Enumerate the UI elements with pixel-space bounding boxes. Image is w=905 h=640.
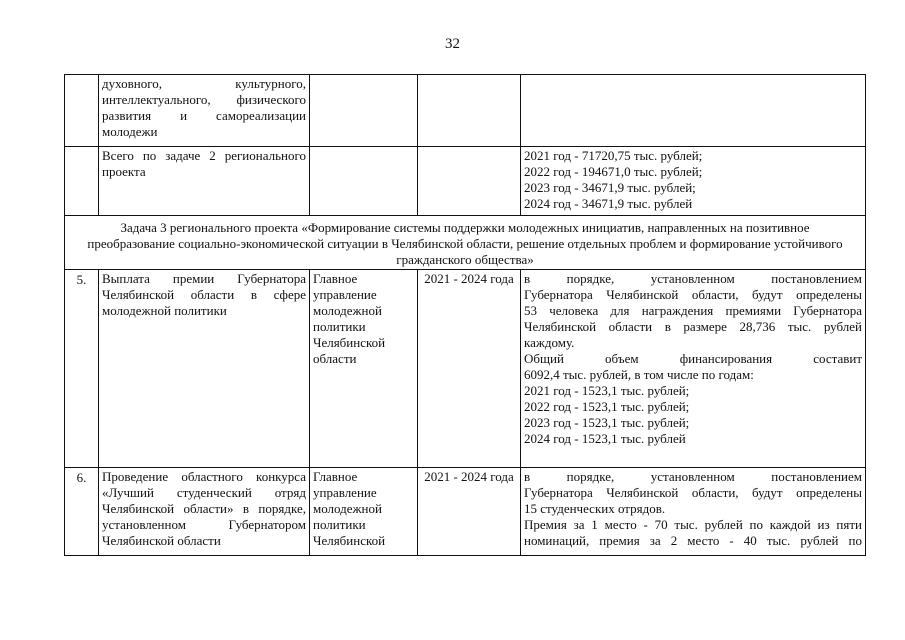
description-line: в порядке, установленном постановлением xyxy=(524,271,862,286)
description-cell xyxy=(521,75,866,147)
executor-cell: Главное управление молодежной политики Челябинской xyxy=(310,468,418,556)
description-line: Премия за 1 место - 70 тыс. рублей по каждой из пяти xyxy=(524,517,862,532)
table-row xyxy=(65,468,866,556)
period-cell: 2021 - 2024 года xyxy=(418,270,521,468)
executor-cell xyxy=(310,147,418,216)
measure-line: молодежи xyxy=(102,124,158,139)
description-line: 2023 год - 1523,1 тыс. рублей; xyxy=(524,415,690,430)
total-amounts xyxy=(521,147,866,216)
measure-cell: Выплата премии Губернатора Челябинской области в сфере молодежной политики xyxy=(99,270,310,468)
total-row xyxy=(65,147,866,216)
program-table xyxy=(64,74,866,556)
description-line: каждому. xyxy=(524,335,575,350)
measure-line: интеллектуального, физического xyxy=(102,92,306,107)
description-line: 15 студенческих отрядов. xyxy=(524,501,666,516)
description-line: номинаций, премия за 2 место - 40 тыс. рублей по xyxy=(524,533,862,548)
measure-cell: Проведение областного конкурса «Лучший студенческий отряд Челябинской области» в порядке, установленном Губернатором Челябинской области xyxy=(99,468,310,556)
executor-cell: Главное управление молодежной политики Челябинской области xyxy=(310,270,418,468)
period-cell xyxy=(418,75,521,147)
description-line: 2024 год - 1523,1 тыс. рублей xyxy=(524,431,686,446)
measure-cell xyxy=(99,75,310,147)
amount-line: 2023 год - 34671,9 тыс. рублей; xyxy=(524,180,696,195)
description-cell xyxy=(521,468,866,556)
description-line: Губернатора Челябинской области, будут определены xyxy=(524,287,862,302)
description-line: 53 человека для награждения премиями Губернатора xyxy=(524,303,862,318)
amount-line: 2021 год - 71720,75 тыс. рублей; xyxy=(524,148,703,163)
total-label: Всего по задаче 2 регионального проекта xyxy=(99,147,310,216)
description-line: 2021 год - 1523,1 тыс. рублей; xyxy=(524,383,690,398)
period-cell xyxy=(418,147,521,216)
page-number: 32 xyxy=(445,36,460,52)
description-line: в порядке, установленном постановлением xyxy=(524,469,862,484)
table-row xyxy=(65,270,866,468)
num-cell xyxy=(65,147,99,216)
description-line: 2022 год - 1523,1 тыс. рублей; xyxy=(524,399,690,414)
measure-line: духовного, культурного, xyxy=(102,76,306,91)
measure-line: развития и самореализации xyxy=(102,108,306,123)
description-cell xyxy=(521,270,866,468)
amount-line: 2022 год - 194671,0 тыс. рублей; xyxy=(524,164,703,179)
description-line: Челябинской области в размере 28,736 тыс. рублей xyxy=(524,319,862,334)
continuation-row xyxy=(65,75,866,147)
task-header-row xyxy=(65,216,866,270)
executor-cell xyxy=(310,75,418,147)
row-number: 5. xyxy=(65,270,99,468)
description-line: Губернатора Челябинской области, будут определены xyxy=(524,485,862,500)
num-cell xyxy=(65,75,99,147)
period-cell: 2021 - 2024 года xyxy=(418,468,521,556)
description-line: 6092,4 тыс. рублей, в том числе по годам: xyxy=(524,367,754,382)
row-number: 6. xyxy=(65,468,99,556)
amount-line: 2024 год - 34671,9 тыс. рублей xyxy=(524,196,693,211)
description-line: Общий объем финансирования составит xyxy=(524,351,862,366)
task3-header: Задача 3 регионального проекта «Формирование системы поддержки молодежных инициатив, направленных на позитивное преобразование социально-экономической ситуации в Челябинской области, решение отдельных проблем и формирование устойчивого гражданского общества» xyxy=(65,216,866,270)
